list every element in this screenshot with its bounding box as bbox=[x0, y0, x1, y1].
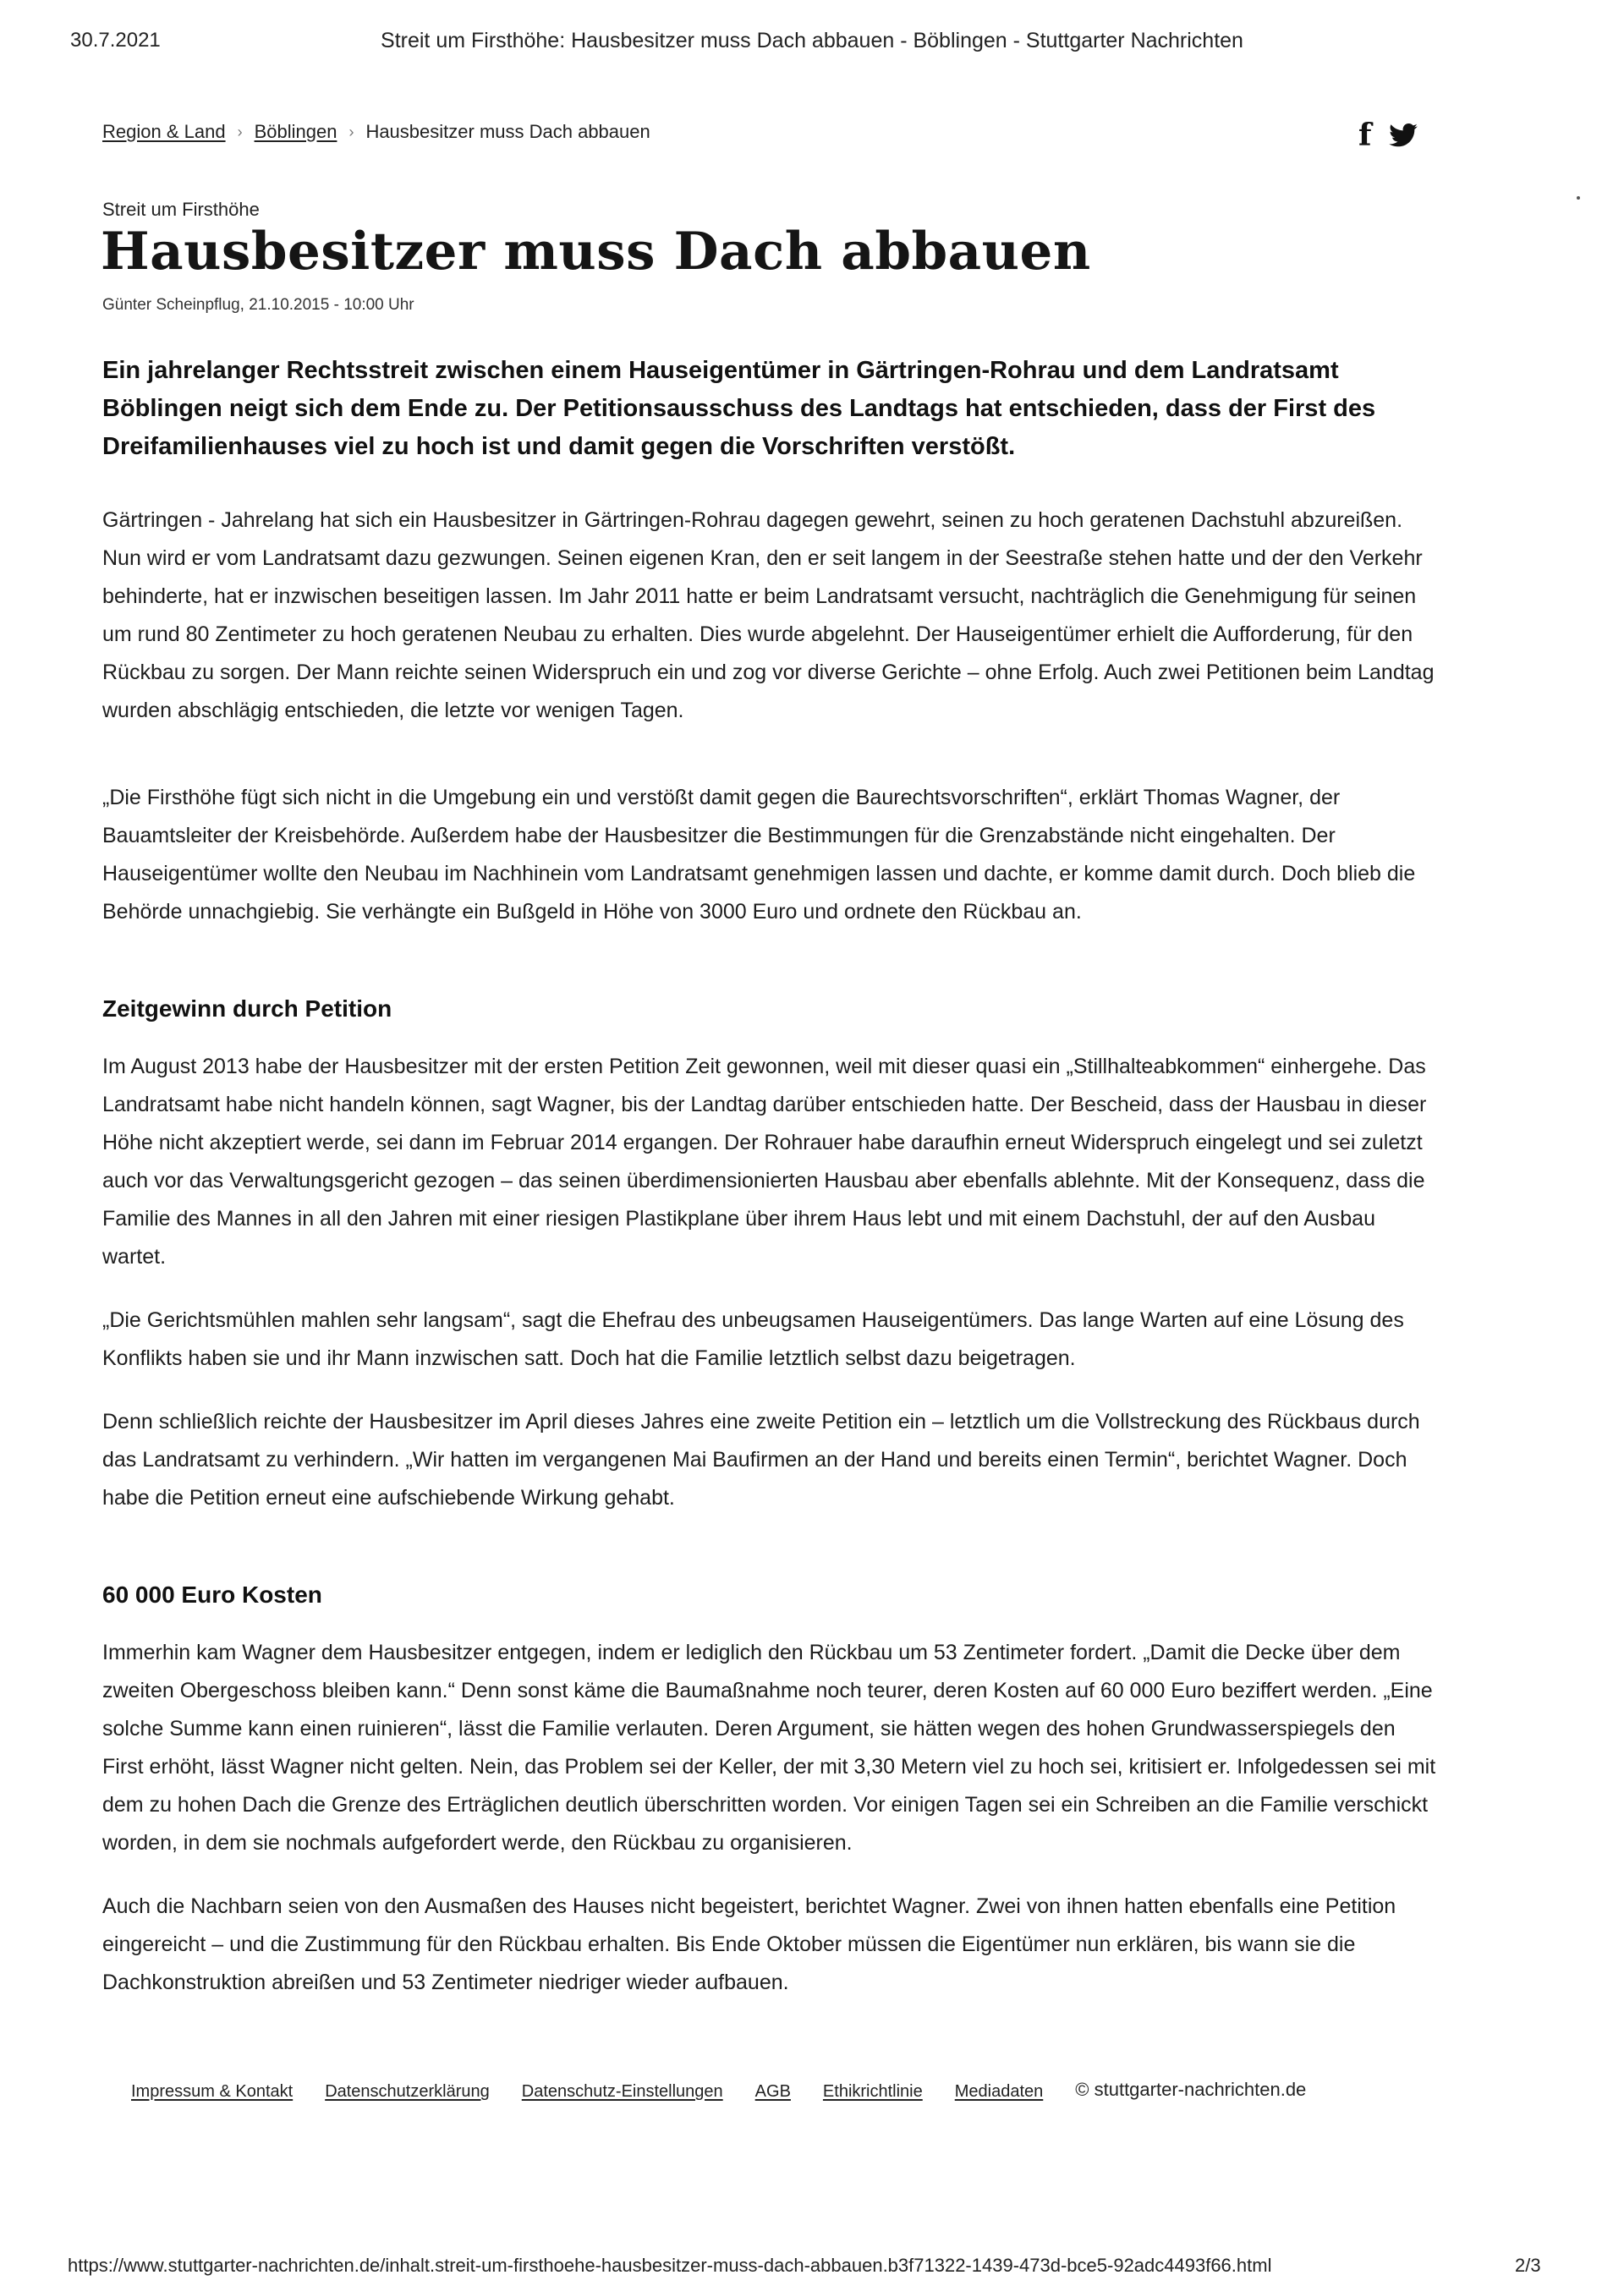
facebook-icon[interactable]: f bbox=[1358, 118, 1372, 153]
footer-links bbox=[131, 2079, 1307, 2102]
article-lead: Ein jahrelanger Rechtsstreit zwischen einem Hauseigentümer in Gärtringen-Rohrau und dem Landratsamt Böblingen neigt sich dem Ende zu. Der Petitionsausschuss des Landtags hat entschieden, dass der First des Dreifamilienhauses viel zu hoch ist und damit gegen die Vorschriften verstößt. bbox=[102, 357, 1376, 460]
chevron-right-icon: › bbox=[348, 123, 354, 140]
footer-link-agb[interactable]: AGB bbox=[754, 2082, 791, 2101]
article-byline: Günter Scheinpflug, 21.10.2015 - 10:00 Uhr bbox=[102, 296, 414, 314]
article-paragraph: Auch die Nachbarn seien von den Ausmaßen des Hauses nicht begeistert, berichtet Wagner. Zwei von ihnen hatten ebenfalls eine Petition eingereicht – und die Zustimmung für den Rückbau erhalten. Bis Ende Oktober müssen die Eigentümer nun erklären, bis wann sie die Dachkonstruktion abreißen und 53 Zentimeter niedriger wieder aufbauen. bbox=[102, 1894, 1396, 1994]
article-paragraph: Gärtringen - Jahrelang hat sich ein Hausbesitzer in Gärtringen-Rohrau dagegen gewehrt, seinen zu hoch geratenen Dachstuhl abzureißen. Nun wird er vom Landratsamt dazu gezwungen. Seinen eigenen Kran, den er seit langem in der Seestraße stehen hatte und der den Verkehr behinderte, hat er inzwischen beseitigen lassen. Im Jahr 2011 hatte er beim Landratsamt versucht, nachträglich die Genehmigung für seinen um rund 80 Zentimeter zu hoch geratenen Neubau zu erhalten. Dies wurde abgelehnt. Der Hauseigentümer erhielt die Aufforderung, für den Rückbau zu sorgen. Der Mann reichte seinen Widerspruch ein und zog vor diverse Gerichte – ohne Erfolg. Auch zwei Petitionen beim Landtag wurden abschlägig entschieden, die letzte vor wenigen Tagen. bbox=[102, 508, 1435, 722]
chevron-right-icon: › bbox=[237, 123, 243, 140]
print-page-title: Streit um Firsthöhe: Hausbesitzer muss Dach abbauen - Böblingen - Stuttgarter Nachrichten bbox=[381, 29, 1243, 52]
section-heading: 60 000 Euro Kosten bbox=[102, 1582, 322, 1608]
breadcrumb-current: Hausbesitzer muss Dach abbauen bbox=[365, 121, 650, 142]
breadcrumb bbox=[102, 121, 650, 143]
article-paragraph: Immerhin kam Wagner dem Hausbesitzer entgegen, indem er lediglich den Rückbau um 53 Zentimeter fordert. „Damit die Decke über dem zweiten Obergeschoss bleiben kann.“ Denn sonst käme die Baumaßnahme noch teurer, deren Kosten auf 60 000 Euro beziffert werden. „Eine solche Summe kann einen ruinieren“, lässt die Familie verlauten. Deren Argument, sie hätten wegen des hohen Grundwasserspiegels den First erhöht, lässt Wagner nicht gelten. Nein, das Problem sei der Keller, der mit 3,30 Metern viel zu hoch sei, kritisiert er. Infolgedessen sei mit dem zu hohen Dach die Grenze des Erträglichen deutlich überschritten worden. Vor einigen Tagen sei ein Schreiben an die Familie verschickt worden, in dem sie nochmals aufgefordert werde, den Rückbau zu organisieren. bbox=[102, 1641, 1436, 1855]
article-headline: Hausbesitzer muss Dach abbauen bbox=[101, 222, 1091, 282]
print-url: https://www.stuttgarter-nachrichten.de/inhalt.streit-um-firsthoehe-hausbesitzer-muss-dach-abbauen.b3f71322-1439-473d-bce5-92adc4493f66.html bbox=[68, 2255, 1272, 2276]
article-paragraph: „Die Gerichtsmühlen mahlen sehr langsam“, sagt die Ehefrau des unbeugsamen Hauseigentümers. Das lange Warten auf eine Lösung des Konflikts haben sie und ihr Mann inzwischen satt. Doch hat die Familie letztlich selbst dazu beigetragen. bbox=[102, 1308, 1404, 1370]
footer-copyright: © stuttgarter-nachrichten.de bbox=[1075, 2079, 1307, 2100]
footer-link-mediadaten[interactable]: Mediadaten bbox=[954, 2082, 1044, 2101]
twitter-icon[interactable] bbox=[1389, 123, 1418, 147]
print-page-number: 2/3 bbox=[1515, 2255, 1541, 2276]
footer-link-impressum[interactable]: Impressum & Kontakt bbox=[131, 2082, 294, 2101]
print-date: 30.7.2021 bbox=[70, 29, 161, 52]
article-body bbox=[102, 352, 1439, 2027]
footer-link-datenschutz[interactable]: Datenschutzerklärung bbox=[325, 2082, 490, 2101]
section-heading: Zeitgewinn durch Petition bbox=[102, 995, 392, 1022]
article-paragraph: „Die Firsthöhe fügt sich nicht in die Umgebung ein und verstößt damit gegen die Baurechtsvorschriften“, erklärt Thomas Wagner, der Bauamtsleiter der Kreisbehörde. Außerdem habe der Hausbesitzer die Bestimmungen für die Grenzabstände nicht eingehalten. Der Hauseigentümer wollte den Neubau im Nachhinein vom Landratsamt genehmigen lassen und dachte, er komme damit durch. Doch blieb die Behörde unnachgiebig. Sie verhängte ein Bußgeld in Höhe von 3000 Euro und ordnete den Rückbau an. bbox=[102, 786, 1416, 924]
footer-link-ethikrichtlinie[interactable]: Ethikrichtlinie bbox=[822, 2082, 923, 2101]
article-paragraph: Im August 2013 habe der Hausbesitzer mit der ersten Petition Zeit gewonnen, weil mit dieser quasi ein „Stillhalteabkommen“ einhergehe. Das Landratsamt habe nicht handeln können, sagt Wagner, bis der Landtag darüber entschieden hatte. Der Bescheid, dass der Hausbau in dieser Höhe nicht akzeptiert werde, sei dann im Februar 2014 ergangen. Der Rohrauer habe daraufhin erneut Widerspruch eingelegt und sei zuletzt auch vor das Verwaltungsgericht gezogen – das seinen überdimensionierten Hausbau aber ebenfalls ablehnte. Mit der Konsequenz, dass die Familie des Mannes in all den Jahren mit einer riesigen Plastikplane über ihrem Haus lebt und mit einem Dachstuhl, der auf den Ausbau wartet. bbox=[102, 1055, 1427, 1269]
breadcrumb-link-boeblingen[interactable]: Böblingen bbox=[254, 121, 337, 142]
article-kicker: Streit um Firsthöhe bbox=[102, 199, 260, 220]
scan-mark bbox=[1577, 196, 1580, 200]
footer-link-datenschutz-einstellungen[interactable]: Datenschutz-Einstellungen bbox=[521, 2082, 723, 2101]
breadcrumb-link-region[interactable]: Region & Land bbox=[102, 121, 226, 142]
article-paragraph: Denn schließlich reichte der Hausbesitzer im April dieses Jahres eine zweite Petition ein – letztlich um die Vollstreckung des Rückbaus durch das Landratsamt zu verhindern. „Wir hatten im vergangenen Mai Baufirmen an der Hand und bereits einen Termin“, berichtet Wagner. Doch habe die Petition erneut eine aufschiebende Wirkung gehabt. bbox=[102, 1410, 1420, 1510]
share-bar bbox=[1358, 120, 1418, 151]
